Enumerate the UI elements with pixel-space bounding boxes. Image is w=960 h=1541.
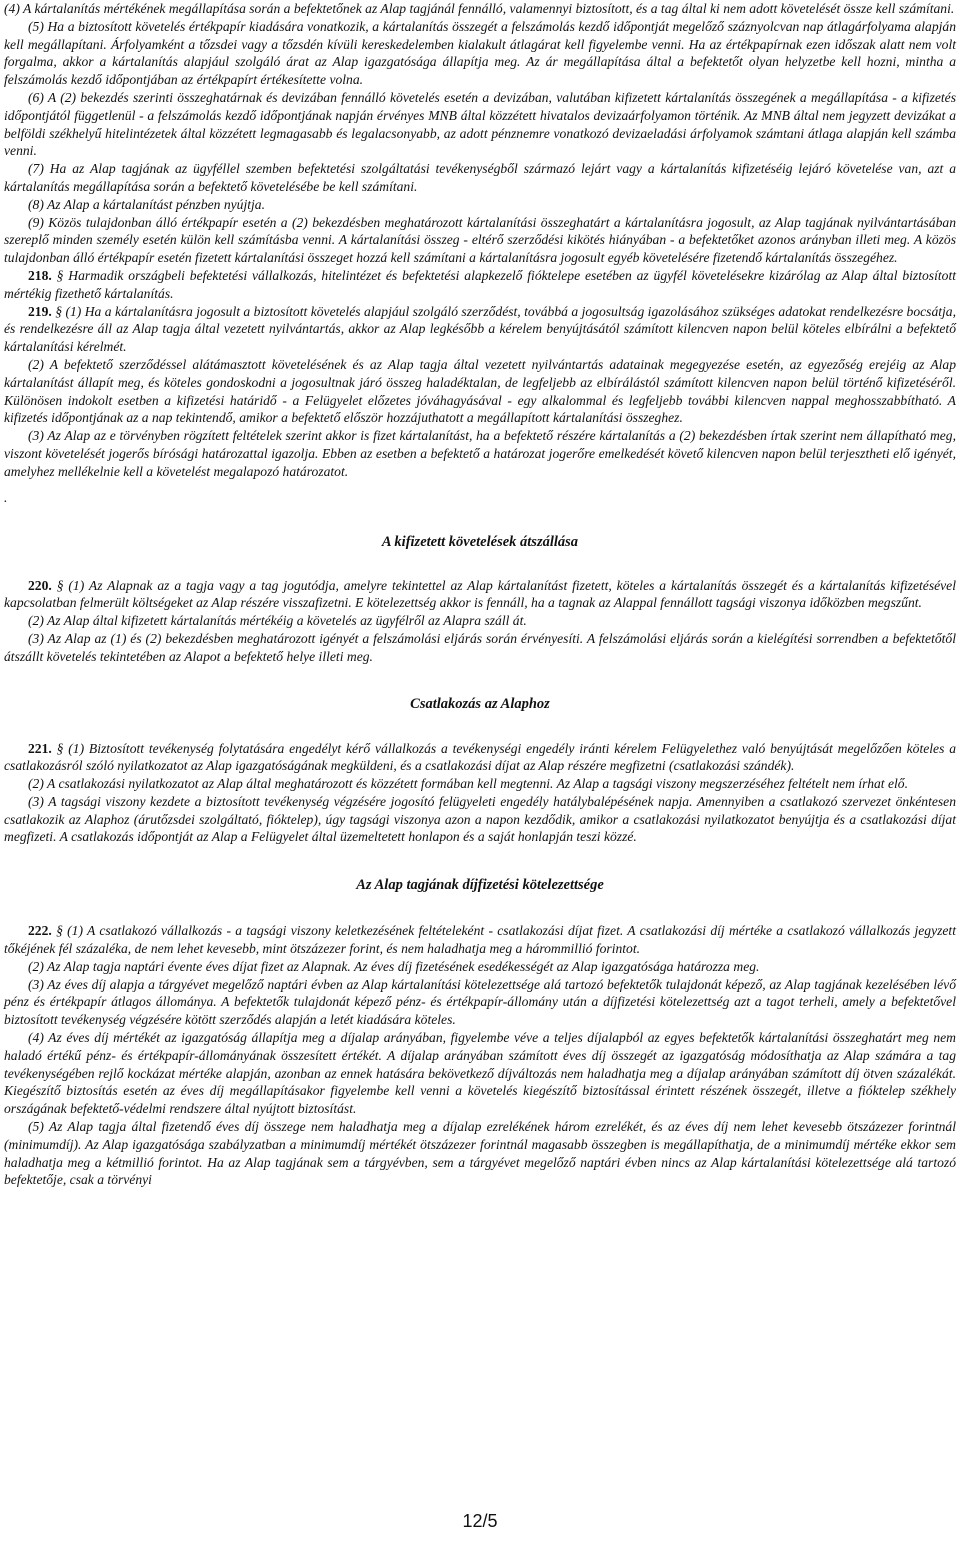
paragraph-217-6: (6) A (2) bekezdés szerinti összeghatárnak és devizában fennálló követelés esetén a devizában, valutában kifizetett kártalanítás összegének a megállapítása - a kifizetés időpontjától függetlenül - a felszámolás kezdő időpontjának napján érvényes MNB által közzétett hivatalos devizaárfolyamon történik. Az MNB által nem jegyzett devizákat a belföldi székhelyű hitelintézetek által közzétett legmagasabb és legalacsonyabb, az adott pénznemre vonatkozó devizaeladási árfolyamok számtani átlaga alapján kell számba venni. [4,89,956,159]
paragraph-217-7: (7) Ha az Alap tagjának az ügyféllel szemben befektetési szolgáltatási tevékenységből származó lejárt vagy a kártalanítás kifizetéséig lejáró követelése van, azt a kártalanítás megállapítása során a befektető követelésébe be kell számítani. [4,161,956,194]
section-text: § (1) A csatlakozó vállalkozás - a tagsági viszony keletkezésének feltételeként - csatlakozási díjat fizet. A csatlakozási díj mértéke a csatlakozó vállalkozás jegyzett tőkéjének fél százaléka, de nem lehet kevesebb, mint ötszázezer forint, és nem haladhatja meg a hárommillió forintot. [4,923,956,957]
paragraph-217-9: (9) Közös tulajdonban álló értékpapír esetén a (2) bekezdésben meghatározott kártalanítási összeghatárt a kártalanításra jogosult, az Alap tagjának nyilvántartásában szereplő minden személy esetén külön kell számításba venni. A kártalanítási összeg - eltérő szerződési kikötés hiányában - a befektetőket azonos arányban illeti meg. A közös tulajdonban álló értékpapír esetén fizetett kártalanítási összeget hozzá kell számítani a kártalanításra jogosult egyéb követelésére fizetendő kártalanítás összegéhez. [4,214,956,266]
paragraph-222-1 [4,922,956,958]
section-heading: Az Alap tagjának díjfizetési kötelezettsége [356,877,604,894]
section-217-continued [4,0,956,267]
section-218 [4,267,956,303]
paragraph-221-2: (2) A csatlakozási nyilatkozatot az Alap által meghatározott és közzétett formában kell megtenni. Az Alap a tagsági viszony megszerzéséhez feltételt nem írhat elő. [28,776,908,792]
paragraph-222-2: (2) Az Alap tagja naptári évente éves díjat fizet az Alapnak. Az éves díj fizetésének esedékességét az Alap igazgatósága határozza meg. [28,958,760,974]
section-text: § (1) Ha a kártalanításra jogosult a biztosított követelés alapjául szolgáló szerződést, továbbá a jogosultság igazolásához szükséges adatokat rendelkezésre bocsátja, és rendelkezésre áll az Alap tagja által vezetett nyilvántartás, akkor az Alap legkésőbb a kérelem benyújtásától számított kilencven napon belül köteles elbírálni a befektető kártalanítási kérelmét. [4,303,956,355]
section-number: 221. [28,740,52,756]
paragraph-221-3: (3) A tagsági viszony kezdete a biztosított tevékenység végzésére jogosító felügyeleti engedély hatálybalépésének napja. Amennyiben a csatlakozó szervezet önkéntesen csatlakozik az Alaphoz (árutőzsdei szolgáltató, fióktelep), úgy tagsági viszonya azon a napon kezdődik, amikor a csatlakozási nyilatkozatot benyújtja és a csatlakozási díjat megfizeti. A csatlakozás időpontját az Alap a Felügyelet által üzemeltetett honlapon és a saját honlapján teszi közzé. [4,793,956,845]
section-222 [4,922,956,1189]
section-text: § Harmadik országbeli befektetési vállalkozás, hitelintézet és befektetési alapkezelő fióktelepe esetében az ügyfél követelésekre kizárólag az Alap által biztosított mértékig fizethető kártalanítás. [4,267,956,301]
stray-dot: . [4,489,8,505]
paragraph-219-1 [4,303,956,356]
paragraph-220-1 [4,577,956,613]
section-text: § (1) Az Alapnak az a tagja vagy a tag jogutódja, amelyre tekintettel az Alap kártalanítást fizetett, köteles a kártalanítás összegét és a kártalanítás kifizetésével kapcsolatban felmerült költségeket az Alap részére visszafizetni. E kötelezettség akkor is fennáll, ha a tagnak az Alappal fennállott tagsági viszonya időközben megszűnt. [4,577,956,611]
paragraph-217-8: (8) Az Alap a kártalanítást pénzben nyújtja. [28,196,265,212]
section-219 [4,303,956,506]
section-221 [4,740,956,847]
paragraph-222-4: (4) Az éves díj mértékét az igazgatóság állapítja meg a díjalap arányában, figyelembe véve a teljes díjalapból az egyes befektetők kártalanítási összeghatárt meg nem haladó értékű pénz- és értékpapír-állományának összesített értékét. A díjalap arányában számított éves díj összegét az igazgatóság módosíthatja az Alap számára a tag tevékenységében rejlő kockázat mértéke alapján, azonban az ennek hatására bekövetkező díjváltozás nem haladhatja meg a díjalap arányában számított díj ötven százalékát. Kiegészítő biztosítás esetén az éves díj megállapításakor figyelembe kell venni a követelés kiegészítő biztosítással érintett részének összegét, illetve a fióktelep székhely országának befektető-védelmi rendszere által nyújtott biztosítást. [4,1030,956,1117]
paragraph-219-3: (3) Az Alap az e törvényben rögzített feltételek szerint akkor is fizet kártalanítást, ha a befektető részére kártalanítás a (2) bekezdésben írtak szerint nem állapítható meg, viszont követelését jogerős bírósági határozattal igazolja. Ebben az esetben a befektető a határozat jogerőre emelkedését követő kilencven napon belül terjesztheti elő igényét, amelyhez mellékelnie kell a követelést megalapozó határozatot. [4,428,956,479]
paragraph-221-1 [4,740,956,776]
paragraph-217-5: (5) Ha a biztosított követelés értékpapír kiadására vonatkozik, a kártalanítás összegét a felszámolás kezdő időpontját megelőző száznyolcvan nap átlagárfolyama alapján kell megállapítani. Árfolyamként a tőzsdei vagy a tőzsdén kívüli kereskedelemben kialakult átlagárat kell figyelembe venni. Ha az értékpapírnak ezen időszak alatt nem volt forgalma, akkor a kártalanítás alapjául szolgáló árat az Alap igazgatósága állapítja meg. Az ár megállapítása által a befektetőt olyan helyzetbe kell hozni, mintha a felszámolás kezdő időpontjában az értékpapírt értékesítette volna. [4,18,956,88]
section-number: 219. [28,303,52,319]
paragraph-220-2: (2) Az Alap által kifizetett kártalanítás mértékéig a követelés az ügyfélről az Alapra száll át. [28,613,527,629]
section-number: 218. [28,267,52,283]
section-heading: A kifizetett követelések átszállása [381,533,579,550]
paragraph-219-2: (2) A befektető szerződéssel alátámasztott követelésének és az Alap tagja által vezetett nyilvántartás adatainak megegyezése esetén, az egyezőség erejéig az Alap kártalanítást állapít meg, és köteles gondoskodni a jogosultnak járó összeg haladéktalan, de legfeljebb az elbírálástól számított kilencven napon belül történő kifizetéséről. Különösen indokolt esetben a kifizetési határidő - a Felügyelet előzetes jóváhagyásával - egy alkalommal és legfeljebb további kilencven nappal meghosszabbítható. A kifizetés időpontjának az a nap tekintendő, amikor a befektető először hozzájuthatott a megállapított kártalanítási összeghez. [4,356,956,426]
paragraph-217-4: (4) A kártalanítás mértékének megállapítása során a befektetőnek az Alap tagjánál fennálló, valamennyi biztosított, és a tag által ki nem adott követelését össze kell számítani. [4,1,955,16]
section-number: 222. [28,923,52,939]
section-heading: Csatlakozás az Alaphoz [410,695,550,712]
page-number: 12/5 [462,1511,498,1531]
section-text: § (1) Biztosított tevékenység folytatására engedélyt kérő vállalkozás a tevékenységi engedély iránti kérelem Felügyelethez való benyújtását megelőzően köteles a csatlakozásról szóló nyilatkozatot az Alap igazgatóságának megküldeni, és a csatlakozási díjat az Alap részére megfizetni (csatlakozási szándék). [4,740,956,774]
paragraph-222-3: (3) Az éves díj alapja a tárgyévet megelőző naptári évben az Alap kártalanítási kötelezettsége alá tartozó befektetők tulajdonát képező, az Alap tagjának kezelésében lévő pénz és értékpapír átlagos állománya. A befektetők tulajdonát képező pénz- és értékpapír-állomány után a díjfizetési kötelezettség azt a tagot terheli, amely a befektetővel biztosított tevékenység végzésére kötött szerződés alapján a letét kiadására köteles. [4,976,956,1028]
section-number: 220. [28,577,52,593]
document-page [4,0,956,1189]
paragraph-220-3: (3) Az Alap az (1) és (2) bekezdésben meghatározott igényét a felszámolási eljárás során érvényesíti. A felszámolási eljárás során a kielégítési sorrendben a befektetőtől átszállt követelés tekintetében az Alapot a befektető helye illeti meg. [4,630,956,664]
section-220 [4,577,956,666]
paragraph-222-5: (5) Az Alap tagja által fizetendő éves díj összege nem haladhatja meg a díjalap ezrelékének három ezrelékét, és az éves díj nem lehet kevesebb ötszázezer forintnál (minimumdíj). Az Alap igazgatósága szabályzatban a minimumdíj mértékét ötszázezer forintnál magasabb összegben is megállapíthatja, de a minimumdíj mértéke ekkor sem haladhatja meg a kétmillió forintot. Ha az Alap tagjának sem a tárgyévben, sem a tárgyévet megelőző naptári évben nincs az Alap kártalanítási kötelezettsége alá tartozó befektetője, csak a törvényi [4,1119,956,1188]
